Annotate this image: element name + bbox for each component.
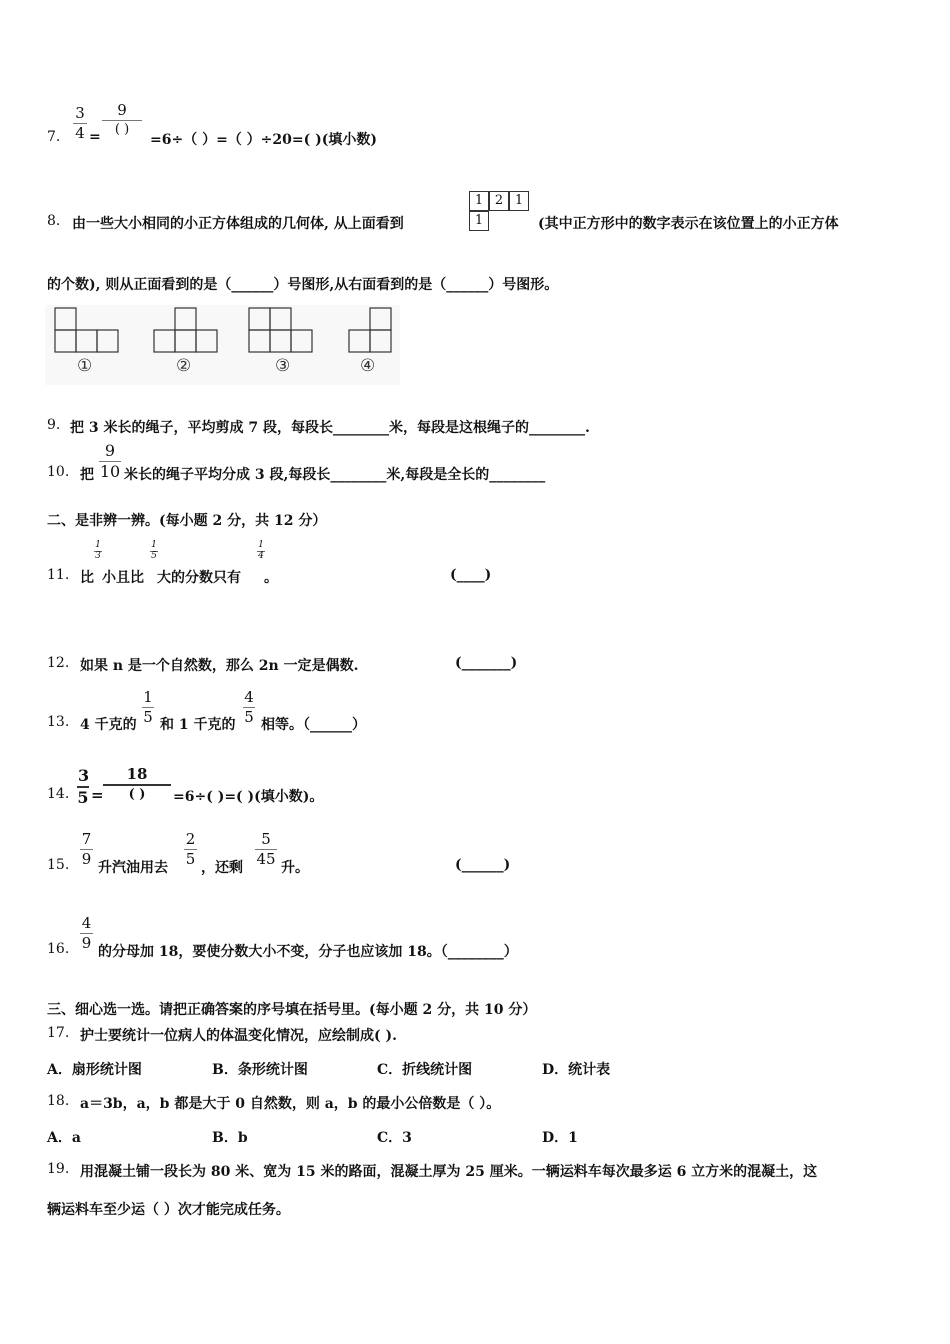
question-text: 4 千克的: [80, 717, 137, 733]
grid-cell: 1: [469, 211, 489, 231]
option-c[interactable]: C．3: [377, 1130, 412, 1146]
question-text: 如果 n 是一个自然数，那么 2n 一定是偶数.: [80, 658, 359, 674]
option-label: ③: [275, 356, 291, 376]
fraction: $\frac{1}{4}$: [258, 540, 264, 561]
option-a[interactable]: A．a: [47, 1130, 81, 1146]
question-number: 8.: [47, 213, 61, 229]
option-label: ②: [176, 356, 192, 376]
question-text: 的分母加 18，要使分数大小不变，分子也应该加 18。（________）: [98, 944, 518, 960]
answer-blank[interactable]: (____): [450, 567, 492, 583]
question-number: 15.: [47, 857, 70, 873]
question-number: 11.: [47, 567, 70, 583]
question-text: 用混凝土铺一段长为 80 米、宽为 15 米的路面，混凝土厚为 25 厘米。一辆运料车每次最多运 6 立方米的混凝土，这: [80, 1164, 818, 1180]
question-text: (其中正方形中的数字表示在该位置上的小正方体: [538, 216, 839, 232]
fraction: $\frac{3}{4}$: [73, 106, 87, 141]
grid-cell: 2: [489, 191, 509, 211]
answer-blank[interactable]: (______): [455, 857, 511, 873]
question-text: =6÷（ ）=（ ）÷20=( )(填小数): [150, 132, 377, 148]
question-number: 14.: [47, 786, 70, 802]
option-a[interactable]: A．扇形统计图: [47, 1062, 142, 1078]
question-number: 10.: [47, 464, 70, 480]
question-text: 辆运料车至少运（ ）次才能完成任务。: [47, 1202, 290, 1218]
question-number: 17.: [47, 1025, 70, 1041]
fraction: $\frac{9}{10}$: [99, 441, 121, 481]
question-text: 护士要统计一位病人的体温变化情况，应绘制成( ).: [80, 1028, 397, 1044]
option-b[interactable]: B．b: [212, 1130, 248, 1146]
question-number: 18.: [47, 1093, 70, 1109]
question-text: ，还剩: [201, 860, 243, 876]
question-text: 的个数), 则从正面看到的是（______）号图形,从右面看到的是（______）号图形。: [47, 277, 559, 293]
question-number: 13.: [47, 714, 70, 730]
fraction: $\frac{3}{5}$: [77, 766, 90, 807]
question-text: 和 1 千克的: [160, 717, 236, 733]
question-text: a＝3b，a，b 都是大于 0 自然数，则 a，b 的最小公倍数是（ ）。: [80, 1096, 501, 1112]
question-text: =6÷( )=( )(填小数)。: [173, 789, 324, 805]
fraction: $\frac{4}{5}$: [244, 688, 254, 726]
fraction: $\frac{5}{45}$: [256, 830, 276, 868]
question-number: 9.: [47, 417, 61, 433]
option-label: ④: [360, 356, 376, 376]
section-heading: 二、是非辨一辨。(每小题 2 分，共 12 分）: [47, 513, 327, 529]
option-d[interactable]: D．1: [542, 1130, 578, 1146]
fraction: $\frac{4}{9}$: [81, 914, 92, 952]
question-text: 相等。（______）: [261, 717, 366, 733]
question-text: 。: [264, 570, 278, 586]
fraction: $\frac{1}{3}$: [95, 540, 101, 561]
option-label: ①: [77, 356, 93, 376]
question-text: 升汽油用去: [98, 860, 168, 876]
option-b[interactable]: B．条形统计图: [212, 1062, 308, 1078]
question-number: 19.: [47, 1161, 70, 1177]
question-number: 7.: [47, 129, 61, 145]
view-options-figure: [45, 305, 400, 385]
fraction: 9 ( ): [102, 103, 142, 136]
question-text: 大的分数只有: [157, 570, 241, 586]
option-d[interactable]: D．统计表: [542, 1062, 611, 1078]
equals-sign: =: [91, 786, 104, 804]
question-number: 12.: [47, 655, 70, 671]
grid-cell: 1: [469, 191, 489, 211]
question-text: 由一些大小相同的小正方体组成的几何体, 从上面看到: [72, 216, 404, 232]
answer-blank[interactable]: (_______): [455, 655, 518, 671]
question-text: 小且比: [102, 570, 144, 586]
question-text: 把: [80, 467, 94, 483]
fraction: $\frac{1}{5}$: [151, 540, 157, 561]
question-text: 米长的绳子平均分成 3 段,每段长________米,每段是全长的________: [124, 467, 546, 483]
equals-sign: =: [89, 129, 101, 145]
grid-cell: 1: [509, 191, 529, 211]
question-text: 把 3 米长的绳子，平均剪成 7 段，每段长________米，每段是这根绳子的________.: [70, 420, 590, 436]
fraction: $\frac{2}{5}$: [185, 830, 196, 868]
fraction: $\frac{7}{9}$: [81, 830, 92, 868]
question-text: 比: [80, 570, 94, 586]
fraction: 18 ( ): [103, 767, 171, 801]
question-number: 16.: [47, 941, 70, 957]
fraction: $\frac{1}{5}$: [143, 688, 153, 726]
question-text: 升。: [281, 860, 309, 876]
option-c[interactable]: C．折线统计图: [377, 1062, 473, 1078]
section-heading: 三、细心选一选。请把正确答案的序号填在括号里。(每小题 2 分，共 10 分）: [47, 1002, 537, 1018]
